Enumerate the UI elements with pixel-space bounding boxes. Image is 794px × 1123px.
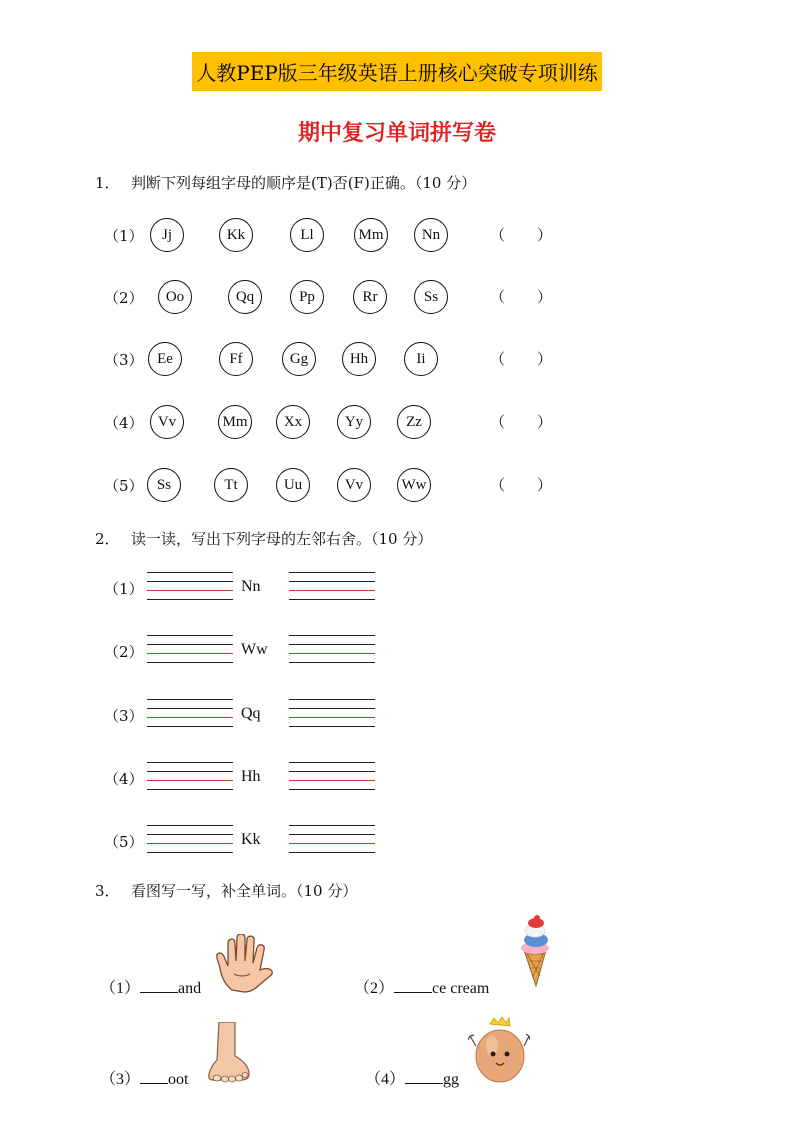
page-subtitle: 期中复习单词拼写卷 bbox=[297, 121, 496, 146]
item-label: （1） bbox=[100, 980, 141, 997]
staff-line bbox=[147, 780, 233, 781]
staff-line bbox=[289, 852, 375, 853]
answer-blank[interactable] bbox=[405, 1069, 443, 1084]
given-letter: Kk bbox=[241, 831, 261, 848]
answer-parentheses[interactable] bbox=[490, 286, 552, 307]
staff-line bbox=[289, 581, 375, 582]
staff-line bbox=[147, 581, 233, 582]
staff-line bbox=[147, 717, 233, 718]
staff-line bbox=[147, 789, 233, 790]
item-suffix: ce cream bbox=[432, 980, 490, 997]
letter-circle: Gg bbox=[282, 342, 316, 376]
row-label: （4） bbox=[104, 770, 144, 788]
item-suffix: and bbox=[178, 980, 202, 997]
row-label: （3） bbox=[104, 707, 144, 725]
writing-staff[interactable] bbox=[289, 635, 375, 665]
staff-line bbox=[289, 834, 375, 835]
staff-line bbox=[289, 843, 375, 844]
staff-line bbox=[289, 635, 375, 636]
paren-close: ） bbox=[536, 476, 552, 494]
paren-open: （ bbox=[490, 288, 506, 306]
paren-close: ） bbox=[536, 226, 552, 244]
letter-circle: Xx bbox=[276, 405, 310, 439]
answer-parentheses[interactable] bbox=[490, 224, 552, 245]
letter-circle: Kk bbox=[219, 218, 253, 252]
letter-circle: Ee bbox=[148, 342, 182, 376]
letter-circle: Mm bbox=[354, 218, 388, 252]
ice-cream-icon bbox=[514, 914, 558, 988]
section1-number: 1． bbox=[95, 174, 120, 192]
staff-line bbox=[289, 762, 375, 763]
staff-line bbox=[289, 825, 375, 826]
section3-number: 3． bbox=[95, 882, 120, 900]
writing-staff[interactable] bbox=[147, 572, 233, 602]
staff-line bbox=[289, 717, 375, 718]
letter-circle: Tt bbox=[214, 468, 248, 502]
paren-close: ） bbox=[536, 413, 552, 431]
staff-line bbox=[147, 572, 233, 573]
letter-circle: Hh bbox=[342, 342, 376, 376]
picture-item-2 bbox=[354, 975, 489, 998]
staff-line bbox=[147, 599, 233, 600]
foot-icon bbox=[205, 1022, 253, 1084]
staff-line bbox=[147, 644, 233, 645]
staff-line bbox=[147, 635, 233, 636]
row-label: （4） bbox=[104, 414, 144, 432]
staff-line bbox=[147, 653, 233, 654]
staff-line bbox=[147, 590, 233, 591]
letter-circle: Zz bbox=[397, 405, 431, 439]
item-label: （4） bbox=[365, 1071, 406, 1088]
given-letter: Nn bbox=[241, 578, 261, 595]
letter-circle: Vv bbox=[337, 468, 371, 502]
paren-open: （ bbox=[490, 226, 506, 244]
section2-instruction: 读一读，写出下列字母的左邻右舍。（10 分） bbox=[131, 530, 433, 548]
staff-line bbox=[289, 653, 375, 654]
answer-parentheses[interactable] bbox=[490, 474, 552, 495]
item-label: （2） bbox=[354, 980, 395, 997]
letter-circle: Uu bbox=[276, 468, 310, 502]
section3-instruction: 看图写一写，补全单词。（10 分） bbox=[131, 882, 358, 900]
staff-line bbox=[289, 599, 375, 600]
picture-item-3 bbox=[100, 1066, 188, 1089]
writing-staff[interactable] bbox=[289, 762, 375, 792]
staff-line bbox=[289, 708, 375, 709]
row-label: （2） bbox=[104, 289, 144, 307]
section1-instruction: 判断下列每组字母的顺序是(T)否(F)正确。（10 分） bbox=[131, 174, 477, 192]
answer-blank[interactable] bbox=[140, 978, 178, 993]
row-label: （2） bbox=[104, 643, 144, 661]
staff-line bbox=[147, 708, 233, 709]
section2-number: 2． bbox=[95, 530, 120, 548]
letter-circle: Nn bbox=[414, 218, 448, 252]
letter-circle: Yy bbox=[337, 405, 371, 439]
egg-icon bbox=[468, 1016, 530, 1084]
letter-circle: Jj bbox=[150, 218, 184, 252]
staff-line bbox=[147, 834, 233, 835]
picture-item-4 bbox=[365, 1066, 459, 1089]
staff-line bbox=[147, 825, 233, 826]
letter-circle: Ww bbox=[397, 468, 431, 502]
letter-circle: Ff bbox=[219, 342, 253, 376]
staff-line bbox=[289, 662, 375, 663]
letter-circle: Vv bbox=[150, 405, 184, 439]
letter-circle: Ii bbox=[404, 342, 438, 376]
staff-line bbox=[289, 780, 375, 781]
row-label: （1） bbox=[104, 580, 144, 598]
letter-circle: Qq bbox=[228, 280, 262, 314]
staff-line bbox=[147, 699, 233, 700]
writing-staff[interactable] bbox=[289, 699, 375, 729]
section2-heading bbox=[95, 528, 432, 549]
staff-line bbox=[289, 789, 375, 790]
given-letter: Hh bbox=[241, 768, 261, 785]
header bbox=[0, 52, 794, 91]
section1-heading bbox=[95, 172, 476, 193]
paren-close: ） bbox=[536, 288, 552, 306]
paren-close: ） bbox=[536, 350, 552, 368]
staff-line bbox=[147, 852, 233, 853]
writing-staff[interactable] bbox=[147, 635, 233, 665]
writing-staff[interactable] bbox=[289, 825, 375, 855]
row-label: （3） bbox=[104, 351, 144, 369]
writing-staff[interactable] bbox=[289, 572, 375, 602]
staff-line bbox=[289, 699, 375, 700]
staff-line bbox=[289, 644, 375, 645]
answer-blank[interactable] bbox=[394, 978, 432, 993]
staff-line bbox=[289, 771, 375, 772]
writing-staff[interactable] bbox=[147, 762, 233, 792]
letter-circle: Oo bbox=[158, 280, 192, 314]
staff-line bbox=[147, 762, 233, 763]
header-title: 人教PEP版三年级英语上册核心突破专项训练 bbox=[192, 52, 602, 91]
row-label: （5） bbox=[104, 477, 144, 495]
staff-line bbox=[147, 726, 233, 727]
paren-open: （ bbox=[490, 476, 506, 494]
hand-icon bbox=[212, 934, 276, 994]
answer-parentheses[interactable] bbox=[490, 348, 552, 369]
section3-heading bbox=[95, 880, 357, 901]
letter-circle: Ss bbox=[414, 280, 448, 314]
writing-staff[interactable] bbox=[147, 825, 233, 855]
letter-circle: Mm bbox=[218, 405, 252, 439]
row-label: （5） bbox=[104, 833, 144, 851]
item-suffix: gg bbox=[443, 1071, 460, 1088]
staff-line bbox=[289, 572, 375, 573]
staff-line bbox=[147, 771, 233, 772]
letter-circle: Ss bbox=[147, 468, 181, 502]
staff-line bbox=[147, 662, 233, 663]
paren-open: （ bbox=[490, 350, 506, 368]
answer-blank[interactable] bbox=[140, 1069, 168, 1084]
letter-circle: Ll bbox=[290, 218, 324, 252]
picture-item-1 bbox=[100, 975, 201, 998]
staff-line bbox=[289, 590, 375, 591]
answer-parentheses[interactable] bbox=[490, 411, 552, 432]
given-letter: Qq bbox=[241, 705, 261, 722]
writing-staff[interactable] bbox=[147, 699, 233, 729]
item-label: （3） bbox=[100, 1071, 141, 1088]
staff-line bbox=[289, 726, 375, 727]
letter-circle: Pp bbox=[290, 280, 324, 314]
row-label: （1） bbox=[104, 227, 144, 245]
staff-line bbox=[147, 843, 233, 844]
given-letter: Ww bbox=[241, 641, 268, 658]
paren-open: （ bbox=[490, 413, 506, 431]
item-suffix: oot bbox=[168, 1071, 189, 1088]
letter-circle: Rr bbox=[353, 280, 387, 314]
